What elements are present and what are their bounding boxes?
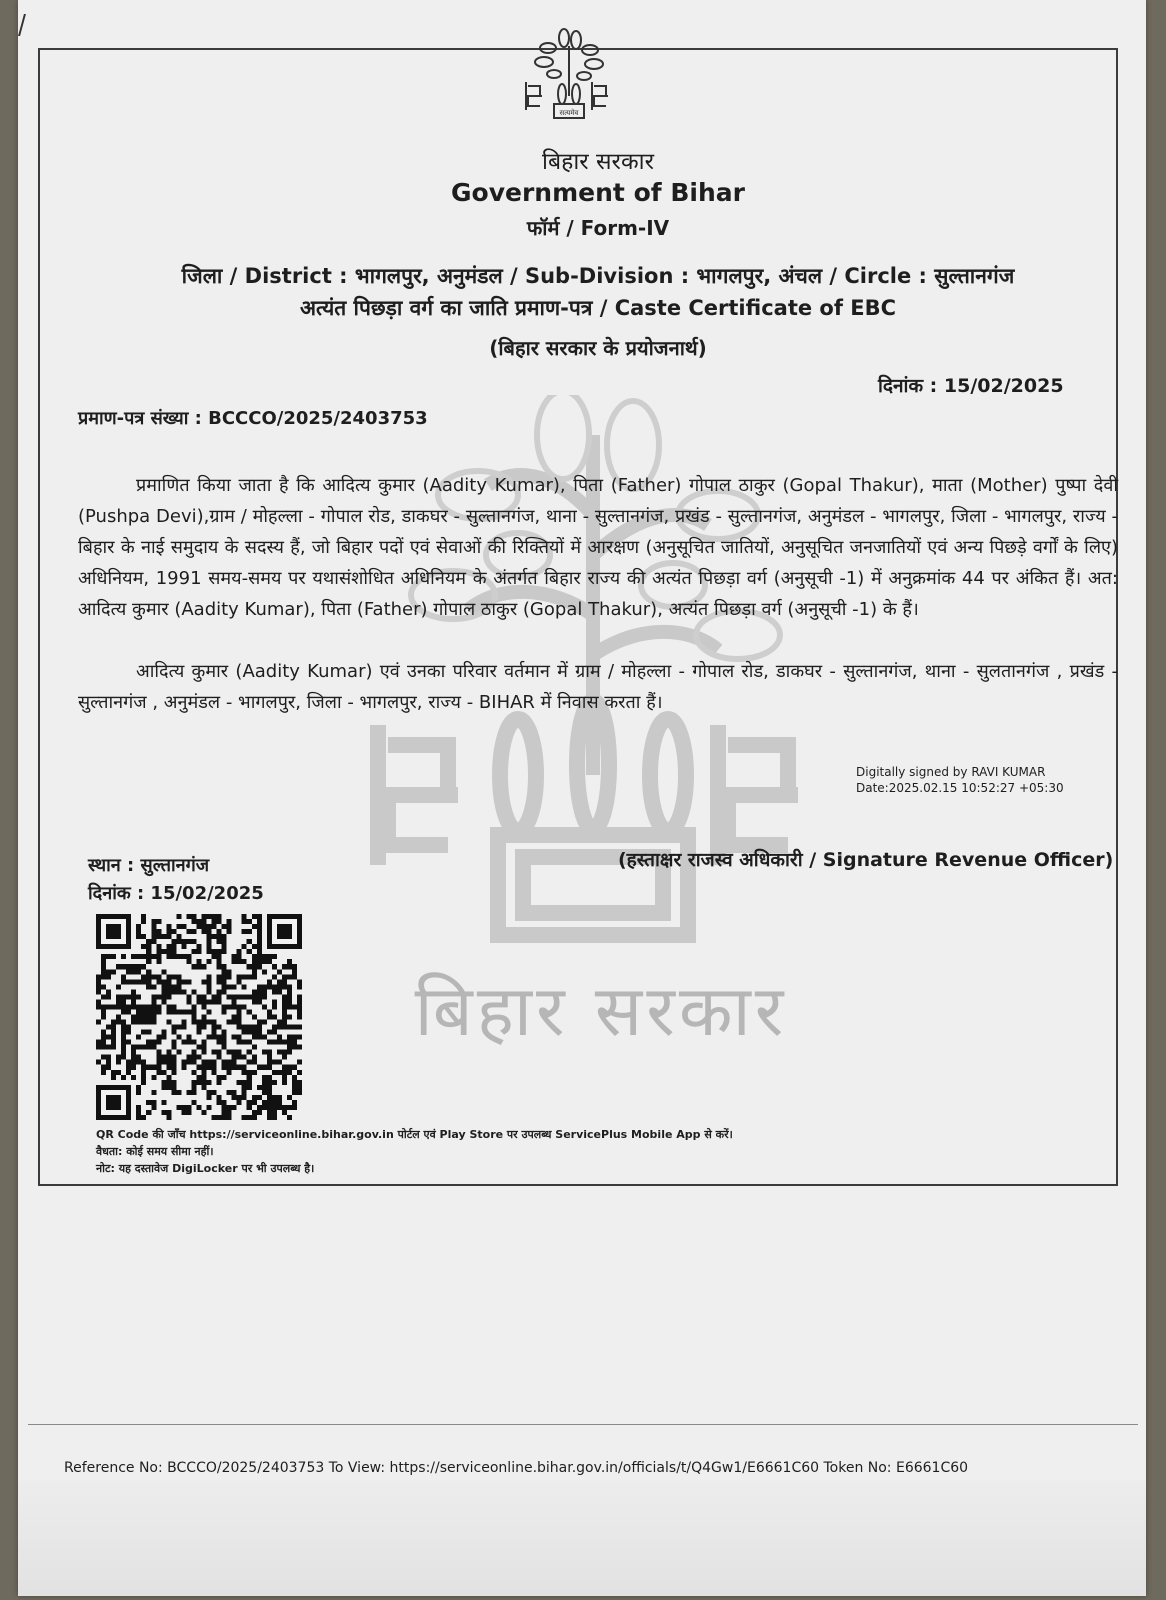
validity-note: वैधता: कोई समय सीमा नहीं। [96,1145,214,1158]
notes-block [96,1126,733,1177]
digital-signature-signer: Digitally signed by RAVI KUMAR [856,765,1046,779]
issue-date: दिनांक : 15/02/2025 [878,375,1064,397]
govt-name-english: Government of Bihar [451,178,745,207]
place-date-block [88,852,264,908]
certificate-page [18,0,1146,1596]
qr-note: QR Code की जाँच https://serviceonline.bihar.gov.in पोर्टल एवं Play Store पर उपलब्ध ServicePlus Mobile App से करें। [96,1128,733,1141]
certificate-title: अत्यंत पिछड़ा वर्ग का जाति प्रमाण-पत्र / Caste Certificate of EBC [299,296,897,320]
form-label: फॉर्म / Form-IV [526,216,670,240]
digital-signature-date: Date:2025.02.15 10:52:27 +05:30 [856,781,1064,795]
bihar-emblem-logo [524,26,614,126]
digital-signature [856,764,1064,796]
footer-divider [28,1424,1138,1425]
svg-text:सत्यमेव: सत्यमेव [559,109,579,117]
pen-mark [18,14,36,36]
signature-label: (हस्ताक्षर राजस्व अधिकारी / Signature Revenue Officer) [618,849,1114,871]
certificate-number: प्रमाण-पत्र संख्या : BCCCO/2025/2403753 [78,408,428,429]
location-line: जिला / District : भागलपुर, अनुमंडल / Sub-Division : भागलपुर, अंचल / Circle : सुल्तानगंज [181,264,1015,288]
govt-name-hindi: बिहार सरकार [542,149,654,175]
qr-code [96,914,302,1120]
certificate-purpose: (बिहार सरकार के प्रयोजनार्थ) [489,336,707,360]
certification-paragraph: प्रमाणित किया जाता है कि आदित्य कुमार (Aadity Kumar), पिता (Father) गोपाल ठाकुर (Gopal Thakur), माता (Mother) पुष्पा देवी (Pushpa Devi),ग्राम / मोहल्ला - गोपाल रोड, डाकघर - सुल्तानगंज, थाना - सुल्तानगंज, प्रखंड - सुल्तानगंज, अनुमंडल - भागलपुर, जिला - भागलपुर, राज्य - बिहार के नाई समुदाय के सदस्य हैं, जो बिहार पदों एवं सेवाओं की रिक्तियों में आरक्षण (अनुसूचित जातियों, अनुसूचित जनजातियों एवं अन्य पिछड़े वर्गों के लिए) अधिनियम, 1991 समय-समय पर यथासंशोधित अधिनियम के अंतर्गत बिहार राज्य की अत्यंत पिछड़ा वर्ग (अनुसूची -1) में अनुक्रमांक 44 पर अंकित हैं। अत: आदित्य कुमार (Aadity Kumar), पिता (Father) गोपाल ठाकुर (Gopal Thakur), अत्यंत पिछड़ा वर्ग (अनुसूची -1) के हैं। [78,475,1118,620]
reference-footer: Reference No: BCCCO/2025/2403753 To View: https://serviceonline.bihar.gov.in/officials/t/Q4Gw1/E6661C60 Token No: E6661C60 [64,1460,969,1476]
residence-paragraph: आदित्य कुमार (Aadity Kumar) एवं उनका परिवार वर्तमान में ग्राम / मोहल्ला - गोपाल रोड, डाकघर - सुल्तानगंज, थाना - सुलतानगंज , प्रखंड - सुल्तानगंज , अनुमंडल - भागलपुर, जिला - भागलपुर, राज्य - BIHAR में निवास करता हैं। [78,661,1118,713]
place-label: स्थान : सुल्तानगंज [88,855,210,876]
sign-date: दिनांक : 15/02/2025 [88,883,264,904]
paper-bottom-area [18,1480,1146,1596]
watermark-text: बिहार सरकार [414,970,788,1052]
digilocker-note: नोट: यह दस्तावेज DigiLocker पर भी उपलब्ध है। [96,1162,315,1175]
